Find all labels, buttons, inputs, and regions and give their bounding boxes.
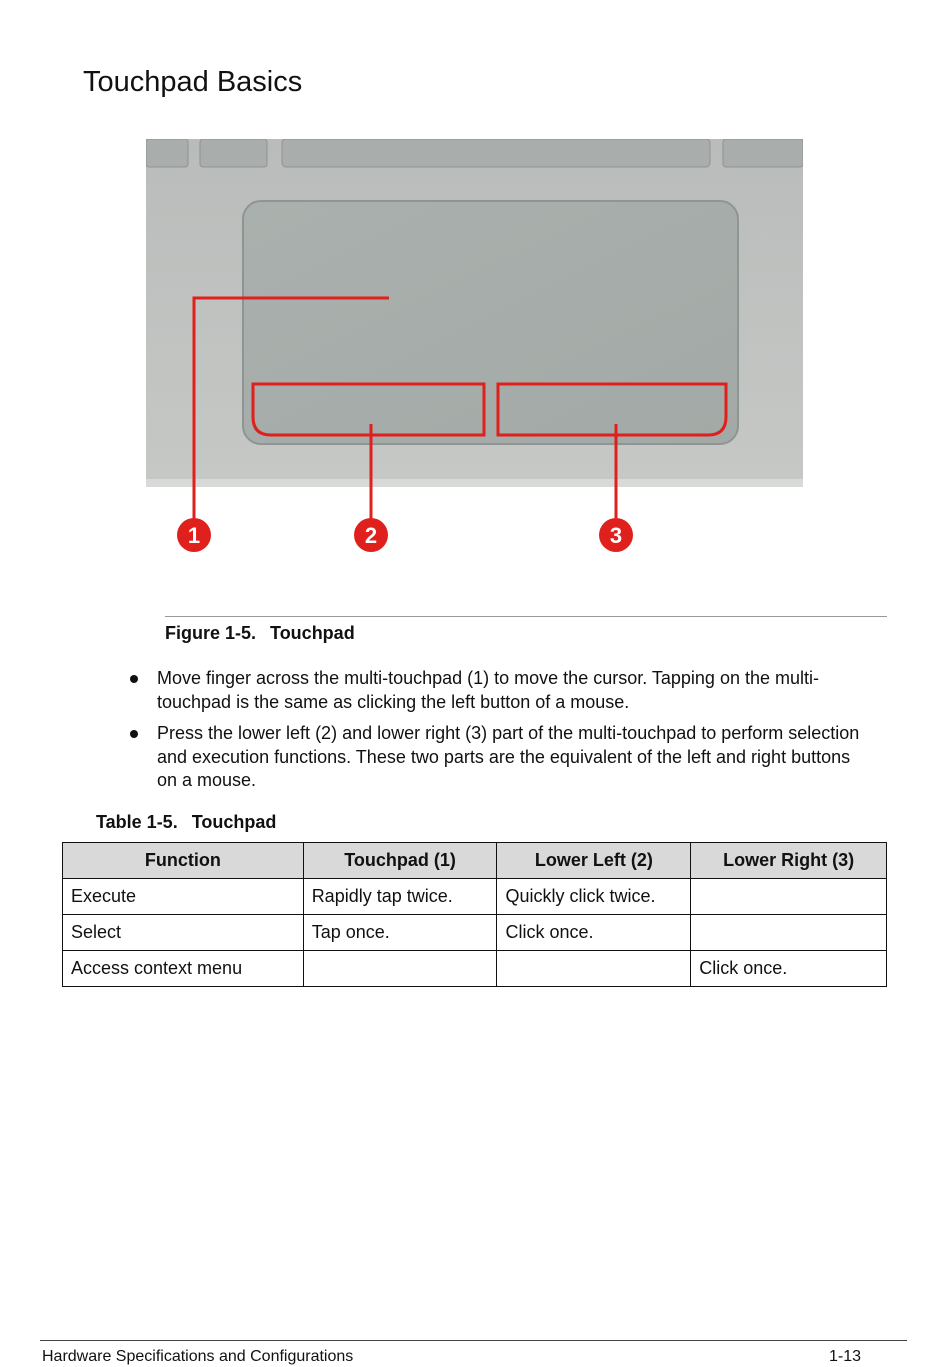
bullet-dot-icon	[130, 675, 138, 683]
touchpad-illustration	[146, 139, 803, 579]
table-cell: Quickly click twice.	[497, 879, 691, 915]
table-cell	[303, 951, 497, 987]
table-cell	[691, 879, 887, 915]
svg-text:1: 1	[187, 523, 201, 548]
header-function: Function	[63, 843, 304, 879]
table-cell: Execute	[63, 879, 304, 915]
key-space	[282, 139, 710, 167]
table-number: Table 1-5.	[96, 812, 178, 832]
table-caption	[96, 812, 276, 833]
table-cell: Tap once.	[303, 915, 497, 951]
footer-rule	[40, 1340, 907, 1341]
table-row	[63, 915, 887, 951]
bullet-list	[0, 667, 950, 801]
header-lower-left: Lower Left (2)	[497, 843, 691, 879]
page-number: 1-13	[829, 1348, 862, 1365]
callout-3	[599, 518, 633, 552]
chassis-edge	[146, 479, 803, 487]
touchpad-table	[62, 842, 887, 987]
key-alt	[200, 139, 267, 167]
footer-section-title: Hardware Specifications and Configurations	[42, 1348, 354, 1365]
header-lower-right: Lower Right (3)	[691, 843, 887, 879]
figure-caption-rule	[165, 616, 887, 617]
bullet-dot-icon	[130, 730, 138, 738]
table-cell	[691, 915, 887, 951]
bullet-text: Move finger across the multi-touchpad (1) to move the cursor. Tapping on the multi-touchpad is the same as clicking the left button of a mouse.	[157, 668, 819, 712]
touchpad-figure	[146, 139, 803, 579]
key-left	[146, 139, 188, 167]
bullet-text: Press the lower left (2) and lower right (3) part of the multi-touchpad to perform selection and execution functions. These two parts are the equivalent of the left and right buttons on a mouse.	[157, 723, 860, 790]
table-header-row	[63, 843, 887, 879]
callout-2	[354, 518, 388, 552]
table-cell: Click once.	[497, 915, 691, 951]
figure-number: Figure 1-5.	[165, 623, 257, 643]
callout-1	[177, 518, 211, 552]
table-cell: Click once.	[691, 951, 887, 987]
touchpad-surface	[243, 201, 738, 444]
table-row	[63, 951, 887, 987]
bullet-item	[0, 722, 950, 793]
figure-caption	[165, 623, 355, 644]
header-touchpad: Touchpad (1)	[303, 843, 497, 879]
table-cell: Access context menu	[63, 951, 304, 987]
table-cell: Rapidly tap twice.	[303, 879, 497, 915]
table-title: Touchpad	[191, 812, 277, 832]
figure-title: Touchpad	[270, 623, 355, 643]
table-cell	[497, 951, 691, 987]
svg-text:2: 2	[364, 523, 378, 548]
table-row	[63, 879, 887, 915]
svg-text:3: 3	[609, 523, 623, 548]
bullet-item	[0, 667, 950, 714]
page-title: Touchpad Basics	[83, 66, 303, 98]
key-right	[723, 139, 803, 167]
table-cell: Select	[63, 915, 304, 951]
